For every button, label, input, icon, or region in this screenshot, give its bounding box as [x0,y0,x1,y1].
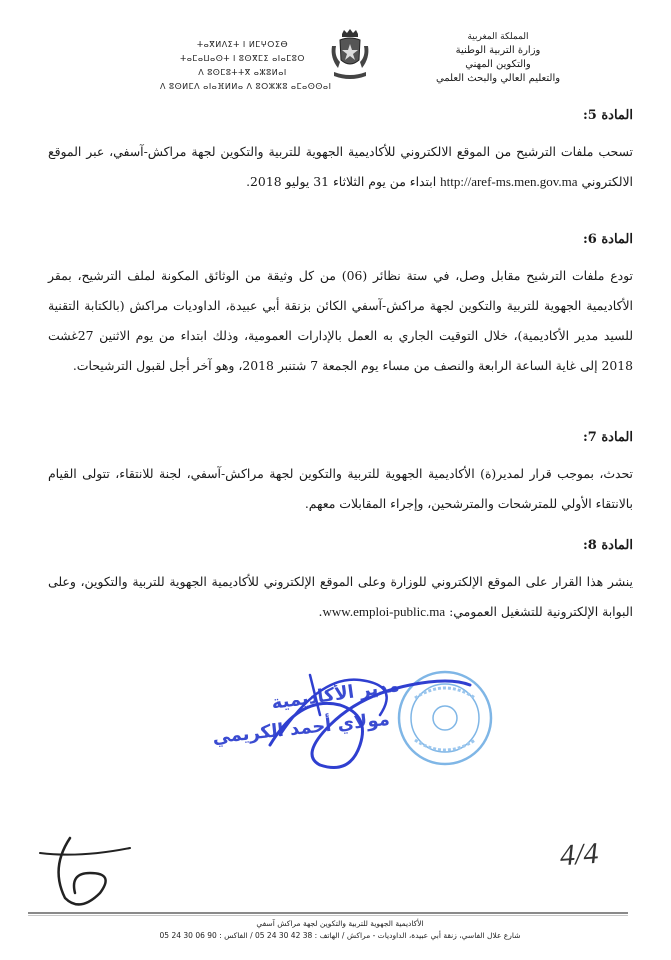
footer-divider [28,912,628,914]
footer-divider [28,915,628,916]
article-title: المادة 8: [582,538,633,553]
article-body: تودع ملفات الترشيح مقابل وصل، في ستة نظائر (06) من كل وثيقة من الوثائق المكونة لملف الترشيح، بمقر الأكاديمية الجهوية للتربية والتكوين لجهة مراكش-آسفي الكائن بزنقة أبي عبيدة، الداوديات مراكش (بالكتابة التقنية للسيد مدير الأكاديمية)، خلال التوقيت الجاري به العمل بالإدارات العمومية، وذلك ابتداء من يوم الاثنين 27غشت 2018 إلى غاية الساعة الرابعة والنصف من مساء يوم الجمعة 7 شتنبر 2018، وهو آخر أجل لقبول الترشيحات. [48,268,633,373]
article-body: تحدث، بموجب قرار لمدير(ة) الأكاديمية الجهوية للتربية والتكوين لجهة مراكش-آسفي، لجنة للانتقاء، تتولى القيام بالانتقاء الأولي للمترشحات والمترشحين، وإجراء المقابلات معهم. [48,466,633,511]
article-7 [48,430,633,519]
website-link[interactable]: www.emploi-public.ma [322,604,446,619]
article-text: . [318,604,323,619]
royal-emblem-icon [328,28,372,86]
footer-institution: الأكاديمية الجهوية للتربية والتكوين لجهة مراكش آسفي [256,919,424,928]
article-6 [48,232,633,381]
website-link[interactable]: http://aref-ms.men.gov.ma [440,174,578,189]
tifinagh-line: ⵜⴰⴳⵍⴷⵉⵜ ⵏ ⵍⵎⵖⵔⵉⴱ [196,40,289,49]
handwritten-initials-icon [30,818,140,918]
article-8 [48,538,633,627]
ministry-line: وزارة التربية الوطنية [455,45,541,56]
header-ministry [378,30,618,86]
page-footer [60,918,620,942]
signatory-title: مدير الأكاديمية [270,675,401,714]
tifinagh-line: ⴷ ⵓⵙⵎⵓⵜⵜⴳ ⴰⵣⵓⵍⴰⵏ [198,68,287,77]
handwritten-signature-icon [210,655,510,795]
header-tifinagh [160,38,332,94]
article-title: المادة 5: [582,108,633,123]
article-text: ابتداء من يوم الثلاثاء 31 يوليو 2018. [246,174,437,189]
ministry-line: والتعليم العالي والبحث العلمي [435,73,561,84]
article-body [48,137,633,197]
tifinagh-line: ⵜⴰⵎⴰⵡⴰⵙⵜ ⵏ ⵓⵙⴳⵎⵉ ⴰⵏⴰⵎⵓⵔ [180,54,305,63]
article-title: المادة 7: [582,430,633,445]
article-body [48,567,633,627]
article-title: المادة 6: [582,232,633,247]
article-5 [48,108,633,197]
tifinagh-line: ⴷ ⵓⵙⵍⵎⴷ ⴰⵏⴰⴼⵍⵍⴰ ⴷ ⵓⵔⵣⵣⵓ ⴰⵎⴰⵙⵙⴰⵏ [160,82,332,91]
ministry-line: والتكوين المهني [465,59,531,70]
footer-address: شارع علال الفاسي، زنقة أبي عبيدة، الداوديات - مراكش / الهاتف : 38 42 30 24 05 / الفاكس : 90 06 30 24 05 [159,931,521,940]
article-text: ينشر هذا القرار على الموقع الإلكتروني للوزارة وعلى الموقع الإلكتروني للأكاديمية الجهوية للتربية والتكوين، وعلى البوابة الإلكترونية للتشغيل العمومي: [48,574,633,619]
signatory-name: مولاي أحمد الكريمي [211,708,391,749]
kingdom-label: المملكة المغربية [467,32,529,42]
page-number: 4/4 [558,836,600,873]
article-text: تسحب ملفات الترشيح من الموقع الالكتروني للأكاديمية الجهوية للتربية والتكوين لجهة مراكش-آسفي، عبر الموقع الالكتروني [48,144,633,189]
